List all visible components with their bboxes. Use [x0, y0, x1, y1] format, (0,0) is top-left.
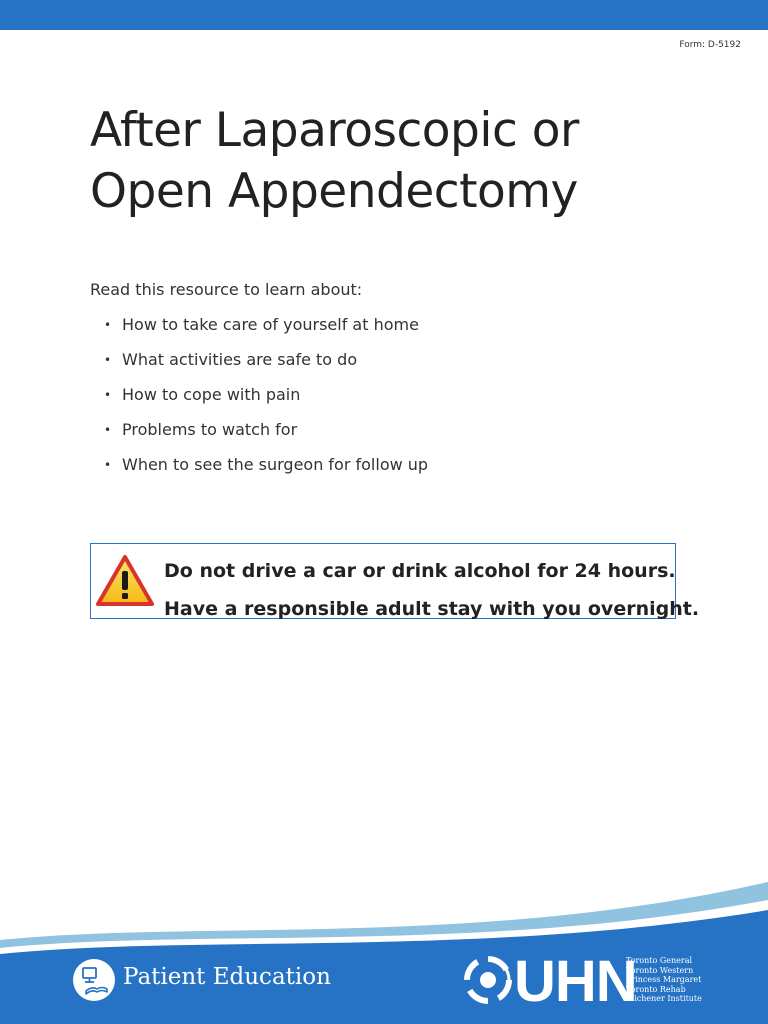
patient-education-label: Patient Education — [123, 964, 331, 990]
computer-book-icon — [72, 958, 116, 1002]
warning-text — [164, 552, 699, 628]
bullet-icon: • — [104, 458, 112, 472]
list-item-text: When to see the surgeon for follow up — [122, 455, 429, 474]
warning-triangle-icon — [95, 554, 155, 608]
hospital-name: Princess Margaret — [626, 975, 702, 984]
header-bar — [0, 0, 768, 30]
warning-callout — [90, 543, 700, 620]
list-item-text: How to take care of yourself at home — [122, 315, 419, 334]
hospital-name: Toronto Rehab — [626, 984, 686, 994]
topics-list — [104, 313, 428, 488]
list-item — [104, 453, 428, 488]
intro-text: Read this resource to learn about: — [90, 280, 363, 299]
warning-line-2: Have a responsible adult stay with you overnight. — [164, 598, 700, 620]
list-item-text: What activities are safe to do — [122, 350, 358, 369]
title-line-1: After Laparoscopic or — [90, 103, 579, 158]
list-item — [104, 348, 428, 383]
list-item — [104, 418, 428, 453]
hospital-name: Toronto Western — [626, 965, 694, 975]
warning-line-1: Do not drive a car or drink alcohol for 24 hours. — [164, 560, 676, 582]
hospital-list — [626, 956, 702, 1004]
form-number: Form: D-5192 — [679, 40, 741, 50]
list-item — [104, 383, 428, 418]
list-item-text: Problems to watch for — [122, 420, 298, 439]
bullet-icon: • — [104, 388, 112, 402]
hospital-name: Michener Institute — [626, 994, 702, 1003]
title-line-2: Open Appendectomy — [90, 164, 578, 219]
list-item — [104, 313, 428, 348]
hospital-name: Toronto General — [626, 956, 693, 965]
bullet-icon: • — [104, 353, 112, 367]
bullet-icon: • — [104, 423, 112, 437]
bullet-icon: • — [104, 318, 112, 332]
uhn-swirl-icon — [464, 956, 512, 1004]
page-title — [90, 100, 690, 222]
uhn-logo-text: UHN — [514, 949, 637, 1014]
list-item-text: How to cope with pain — [122, 385, 301, 404]
